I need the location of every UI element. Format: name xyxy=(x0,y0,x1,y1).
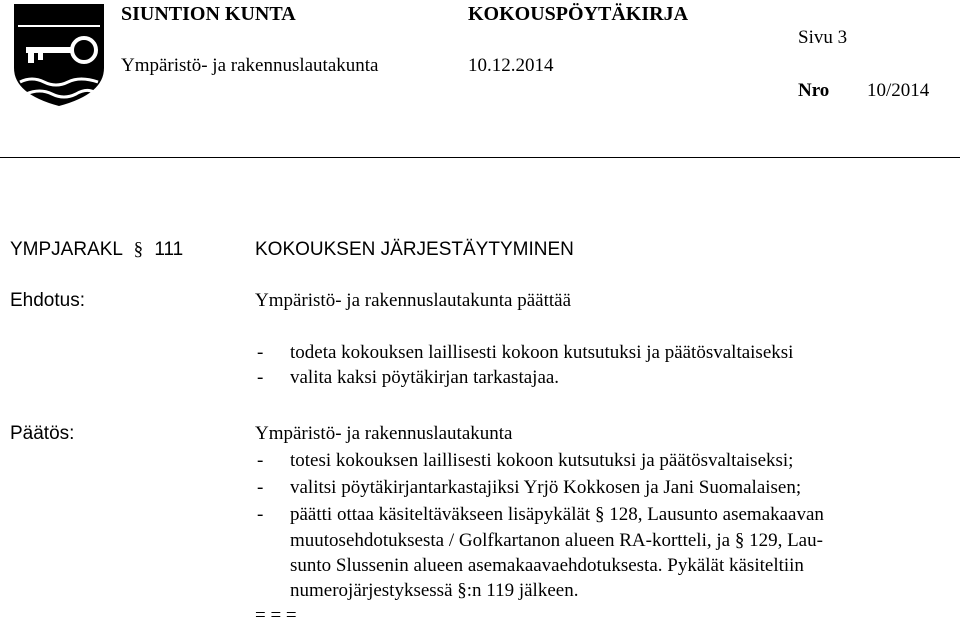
section-code xyxy=(10,239,183,261)
decision-item: valitsi pöytäkirjantarkastajiksi Yrjö Kokkosen ja Jani Suomalaisen; xyxy=(290,477,802,498)
proposal-label: Ehdotus: xyxy=(10,290,85,311)
section-title: KOKOUKSEN JÄRJESTÄYTYMINEN xyxy=(255,239,574,260)
proposal-bullet: - xyxy=(257,342,264,363)
decision-text: numerojärjestyksessä xyxy=(290,580,458,601)
paragraph-symbol: § xyxy=(734,530,745,551)
committee-name: Ympäristö- ja rakennuslautakunta xyxy=(121,55,379,76)
document-type: KOKOUSPÖYTÄKIRJA xyxy=(468,3,689,25)
section-code-text: YMPJARAKL xyxy=(10,239,123,260)
proposal-intro: Ympäristö- ja rakennuslautakunta päättää xyxy=(255,290,572,311)
decision-label: Päätös: xyxy=(10,423,75,444)
decision-text: muutosehdotuksesta / Golfkartanon alueen RA-kortteli, ja xyxy=(290,530,735,551)
decision-text: päätti ottaa käsiteltäväkseen lisäpykälät xyxy=(290,504,595,525)
decision-bullet: - xyxy=(257,450,264,471)
municipality-crest-icon xyxy=(12,2,106,108)
decision-intro: Ympäristö- ja rakennuslautakunta xyxy=(255,423,513,444)
paragraph-symbol: § xyxy=(457,580,467,601)
decision-text: :n 119 jälkeen. xyxy=(466,580,579,601)
decision-item-line xyxy=(290,530,823,552)
section-number: 111 xyxy=(154,239,184,260)
nro-label: Nro xyxy=(798,80,830,101)
header-divider xyxy=(0,157,960,158)
decision-item-line xyxy=(290,580,578,602)
end-mark: = = = xyxy=(255,605,297,626)
decision-item: totesi kokouksen laillisesti kokoon kutsutuksi ja päätösvaltaiseksi; xyxy=(290,450,794,471)
paragraph-symbol: § xyxy=(133,239,144,260)
proposal-item: valita kaksi pöytäkirjan tarkastajaa. xyxy=(290,367,560,388)
decision-item-line xyxy=(290,504,824,526)
proposal-bullet: - xyxy=(257,367,264,388)
decision-text: 129, Lau- xyxy=(744,530,823,551)
page-number: Sivu 3 xyxy=(798,27,848,48)
paragraph-symbol: § xyxy=(594,504,605,525)
decision-text: 128, Lausunto asemakaavan xyxy=(604,504,824,525)
decision-bullet: - xyxy=(257,504,264,525)
municipality-name: SIUNTION KUNTA xyxy=(121,3,296,25)
decision-bullet: - xyxy=(257,477,264,498)
decision-text: sunto Slussenin alueen asemakaavaehdotuksesta. Pykälät käsiteltiin xyxy=(290,555,804,576)
nro-value: 10/2014 xyxy=(867,80,930,101)
decision-item-line xyxy=(290,555,804,577)
proposal-item: todeta kokouksen laillisesti kokoon kutsutuksi ja päätösvaltaiseksi xyxy=(290,342,794,363)
meeting-date: 10.12.2014 xyxy=(468,55,554,76)
